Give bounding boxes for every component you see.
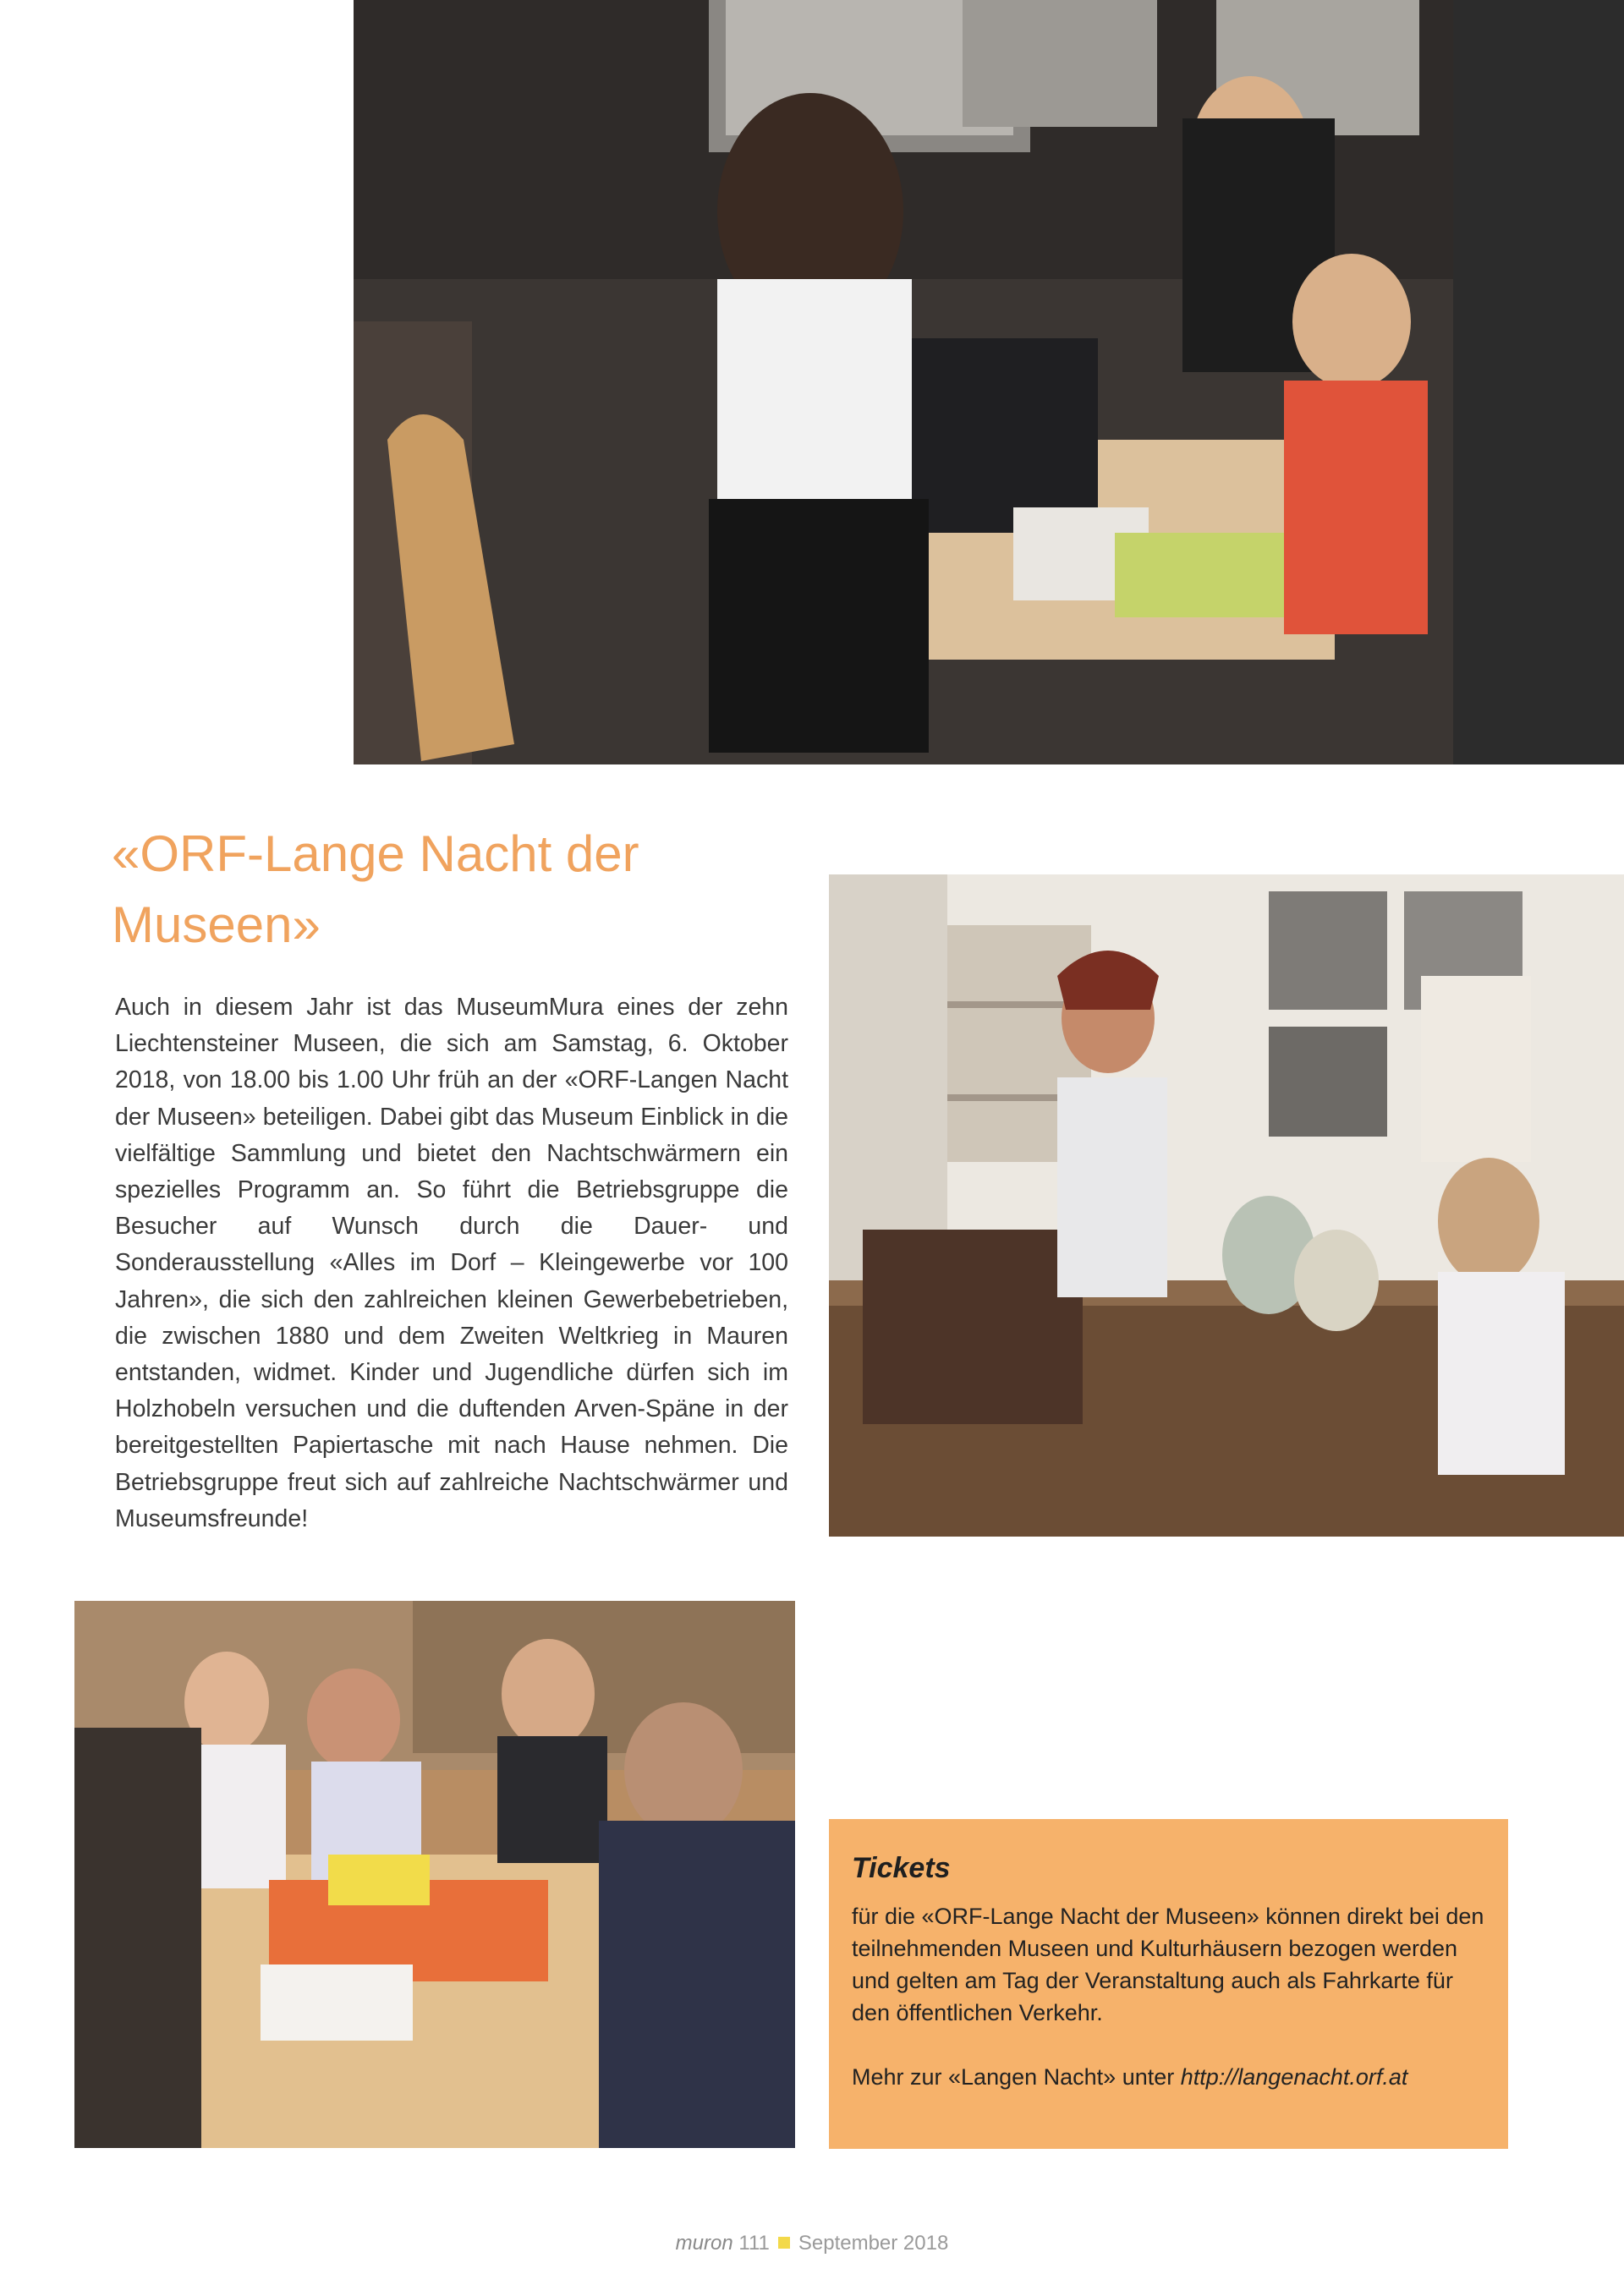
- tickets-heading: Tickets: [852, 1852, 951, 1884]
- page-footer: [0, 2231, 1624, 2256]
- footer-date: September 2018: [798, 2232, 949, 2255]
- tickets-more-prefix: Mehr zur «Langen Nacht» unter: [852, 2064, 1181, 2090]
- tickets-link[interactable]: http://langenacht.orf.at: [1180, 2064, 1408, 2090]
- article-body: Auch in diesem Jahr ist das MuseumMura eines der zehn Liechtensteiner Museen, die sich am Samstag, 6. Oktober 2018, von 18.00 bis 1.00 Uhr früh an der «ORF-Langen Nacht der Museen» beteiligen. Dabei gibt das Museum Einblick in die vielfältige Sammlung und bietet den Nachtschwärmern ein spezielles Programm an. So führt die Betriebsgruppe die Besucher auf Wunsch durch die Dauer- und Sonderausstellung «Alles im Dorf – Kleingewerbe vor 100 Jahren», die sich den zahlreichen kleinen Gewerbebetrieben, die zwischen 1880 und dem Zweiten Weltkrieg in Mauren entstanden, widmet. Kinder und Jugendliche dürfen sich im Holzhobeln versuchen und die duftenden Arven-Späne in der bereitgestellten Papiertasche mit nach Hause nehmen. Die Betriebsgruppe freut sich auf zahlreiche Nachtschwärmer und Museumsfreunde!: [115, 994, 788, 1532]
- footer-square-icon: [778, 2237, 790, 2249]
- photo-shop-counter: [829, 874, 1624, 1537]
- tickets-more-line: [852, 2061, 1486, 2093]
- photo-museum-table-visitors: [354, 0, 1624, 764]
- tickets-text: für die «ORF-Lange Nacht der Museen» können direkt bei den teilnehmenden Museen und Kulturhäusern bezogen werden und gelten am Tag der Veranstaltung auch als Fahrkarte für den öffentlichen Verkehr.: [852, 1904, 1484, 2025]
- photo-crafting-table: [74, 1601, 795, 2148]
- tickets-info-box: [829, 1819, 1508, 2149]
- footer-issue-number: 111: [738, 2232, 770, 2255]
- article-title: «ORF-Lange Nacht der Museen»: [112, 825, 639, 953]
- footer-brand: muron: [675, 2232, 733, 2255]
